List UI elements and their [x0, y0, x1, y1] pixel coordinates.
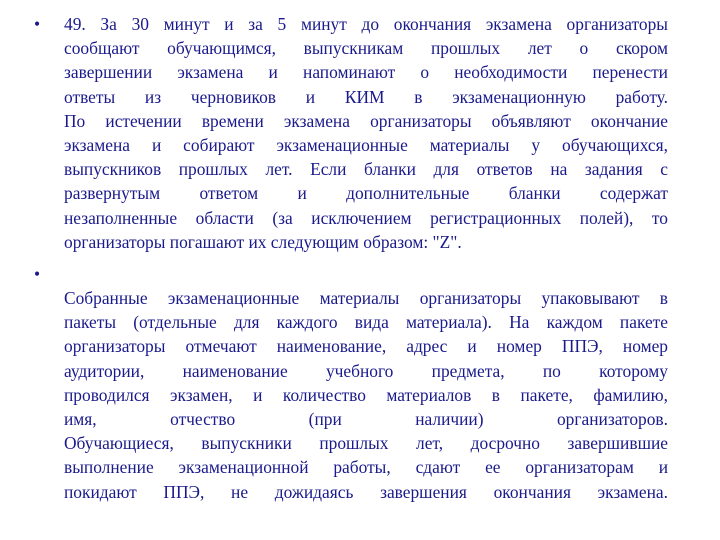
- text-line: незаполненные области (за исключением регистрационных полей), то: [64, 207, 668, 228]
- bullet-marker: •: [34, 14, 41, 34]
- bullet-item-2: [34, 262, 674, 504]
- text-line: организаторы погашают их следующим образом: "Z".: [64, 231, 462, 252]
- text-line: проводился экзамен, и количество материалов в пакете, фамилию,: [64, 384, 668, 405]
- text-line: экзамена и собирают экзаменационные материалы у обучающихся,: [64, 134, 668, 155]
- bullet-marker: •: [34, 264, 41, 284]
- text-line: покидают ППЭ, не дожидаясь завершения окончания экзамена.: [64, 481, 668, 502]
- text-line: завершении экзамена и напоминают о необходимости перенести: [64, 62, 668, 83]
- text-line: имя, отчество (при наличии) организаторов.: [64, 408, 668, 429]
- bullet-item-1: [34, 12, 674, 254]
- text-line: сообщают обучающимся, выпускникам прошлых лет о скором: [64, 38, 668, 59]
- text-line: По истечении времени экзамена организаторы объявляют окончание: [64, 110, 668, 131]
- text-line: выполнение экзаменационной работы, сдают ее организаторам и: [64, 457, 668, 478]
- bullet-text-2: [64, 286, 668, 504]
- text-line: ответы из черновиков и КИМ в экзаменационную работу.: [64, 86, 668, 107]
- text-line: Обучающиеся, выпускники прошлых лет, досрочно завершившие: [64, 433, 668, 454]
- text-line: развернутым ответом и дополнительные бланки содержат: [64, 183, 668, 204]
- text-line: Собранные экзаменационные материалы организаторы упаковывают в: [64, 288, 668, 308]
- bullet-text-1: [64, 12, 668, 254]
- text-line: 49. За 30 минут и за 5 минут до окончания экзамена организаторы: [64, 14, 668, 34]
- text-line: выпускников прошлых лет. Если бланки для ответов на задания с: [64, 159, 668, 180]
- text-line: аудитории, наименование учебного предмета, по которому: [64, 360, 668, 381]
- text-line: организаторы отмечают наименование, адрес и номер ППЭ, номер: [64, 336, 668, 357]
- text-line: пакеты (отдельные для каждого вида материала). На каждом пакете: [64, 312, 668, 333]
